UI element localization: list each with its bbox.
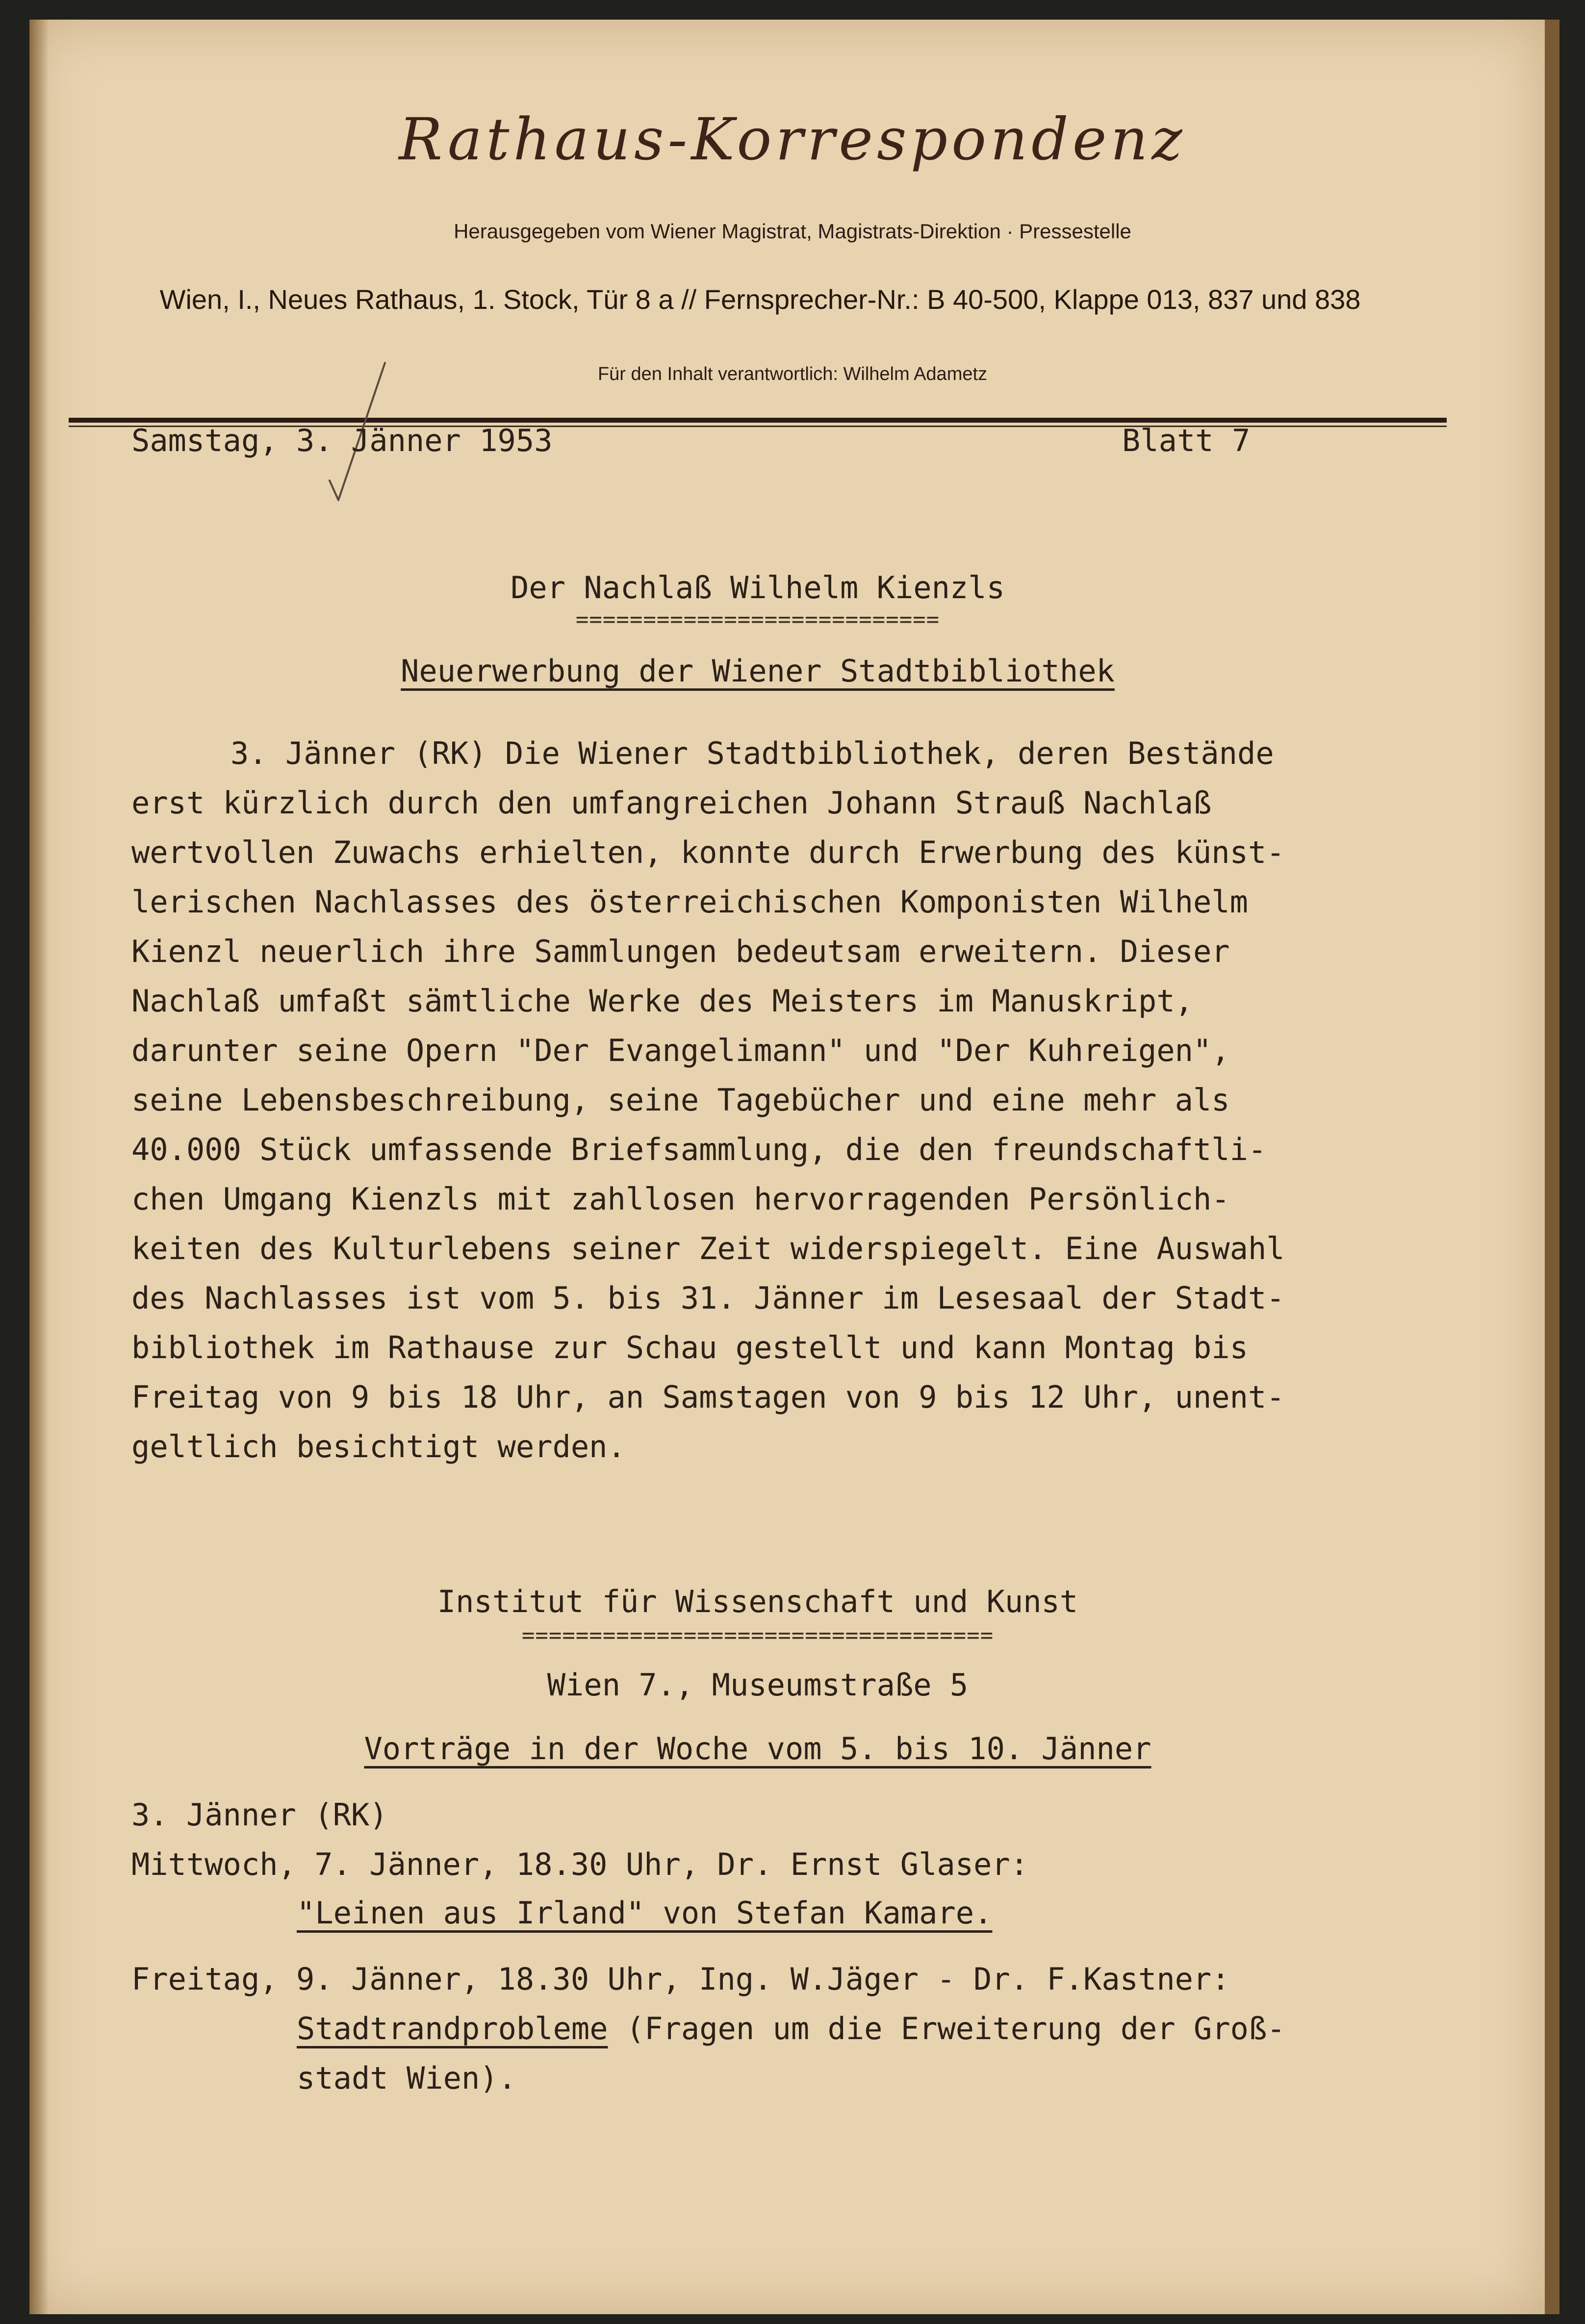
article1-line: darunter seine Opern "Der Evangelimann" und "Der Kuhreigen", xyxy=(131,1033,1230,1068)
article2-subtitle: Vorträge in der Woche vom 5. bis 10. Jänner xyxy=(364,1731,1151,1767)
lecture2-rest: (Fragen um die Erweiterung der Groß- xyxy=(608,2011,1285,2046)
article1-subtitle: Neuerwerbung der Wiener Stadtbibliothek xyxy=(401,653,1115,689)
article2-title: Institut für Wissenschaft und Kunst xyxy=(437,1584,1078,1619)
article1-line: des Nachlasses ist vom 5. bis 31. Jänner im Lesesaal der Stadt- xyxy=(131,1280,1285,1316)
article1-line: geltlich besichtigt werden. xyxy=(131,1429,626,1465)
sheet-number: Blatt 7 xyxy=(1122,423,1251,458)
article1-line: keiten des Kulturlebens seiner Zeit widerspiegelt. Eine Auswahl xyxy=(131,1231,1285,1266)
lecture1-line: Mittwoch, 7. Jänner, 18.30 Uhr, Dr. Ernst Glaser: xyxy=(131,1846,1029,1882)
article1-line: Nachlaß umfaßt sämtliche Werke des Meisters im Manuskript, xyxy=(131,983,1193,1019)
lecture2-line: Freitag, 9. Jänner, 18.30 Uhr, Ing. W.Jäger - Dr. F.Kastner: xyxy=(131,1961,1230,1997)
masthead-publisher: Herausgegeben vom Wiener Magistrat, Magistrats-Direktion · Pressestelle xyxy=(454,220,1131,243)
masthead-rule xyxy=(69,418,1447,423)
article1-line: Kienzl neuerlich ihre Sammlungen bedeutsam erweitern. Dieser xyxy=(131,934,1230,969)
masthead-address: Wien, I., Neues Rathaus, 1. Stock, Tür 8 a // Fernsprecher-Nr.: B 40-500, Klappe 013, 837 und 838 xyxy=(159,284,1361,315)
article1-line: seine Lebensbeschreibung, seine Tagebücher und eine mehr als xyxy=(131,1082,1230,1118)
lecture2-topic-wrap xyxy=(297,2011,1285,2046)
lecture1-title: "Leinen aus Irland" von Stefan Kamare. xyxy=(297,1895,993,1931)
masthead-responsible: Für den Inhalt verantwortlich: Wilhelm Adametz xyxy=(597,364,988,384)
article1-title: Der Nachlaß Wilhelm Kienzls xyxy=(511,570,1005,606)
article2-dateline: 3. Jänner (RK) xyxy=(131,1797,388,1833)
article1-line: wertvollen Zuwachs erhielten, konnte durch Erwerbung des künst- xyxy=(131,834,1285,870)
article1-line: bibliothek im Rathause zur Schau gestellt und kann Montag bis xyxy=(131,1330,1248,1365)
article2-subtitle-wrap xyxy=(69,1731,1447,1767)
article1-title-rule: =========================== xyxy=(575,607,940,632)
issue-date: Samstag, 3. Jänner 1953 xyxy=(131,423,553,458)
article1-line: 40.000 Stück umfassende Briefsammlung, die den freundschaftli- xyxy=(131,1132,1267,1167)
lecture2-topic: Stadtrandprobleme xyxy=(297,2011,608,2046)
article2-address: Wien 7., Museumstraße 5 xyxy=(547,1667,969,1703)
article2-title-rule: =================================== xyxy=(521,1623,994,1648)
lecture2-cont: stadt Wien). xyxy=(297,2060,516,2096)
article1-line: chen Umgang Kienzls mit zahllosen hervorragenden Persönlich- xyxy=(131,1181,1230,1217)
article1-line: Freitag von 9 bis 18 Uhr, an Samstagen von 9 bis 12 Uhr, unent- xyxy=(131,1379,1285,1415)
article1-line: erst kürzlich durch den umfangreichen Johann Strauß Nachlaß xyxy=(131,785,1212,821)
article1-line: lerischen Nachlasses des österreichischen Komponisten Wilhelm xyxy=(131,884,1248,920)
masthead-title: Rathaus-Korrespondenz xyxy=(399,105,1186,173)
article1-subtitle-wrap xyxy=(69,653,1447,689)
article1-line: 3. Jänner (RK) Die Wiener Stadtbibliothek, deren Bestände xyxy=(230,735,1274,771)
lecture1-title-wrap xyxy=(297,1895,992,1931)
